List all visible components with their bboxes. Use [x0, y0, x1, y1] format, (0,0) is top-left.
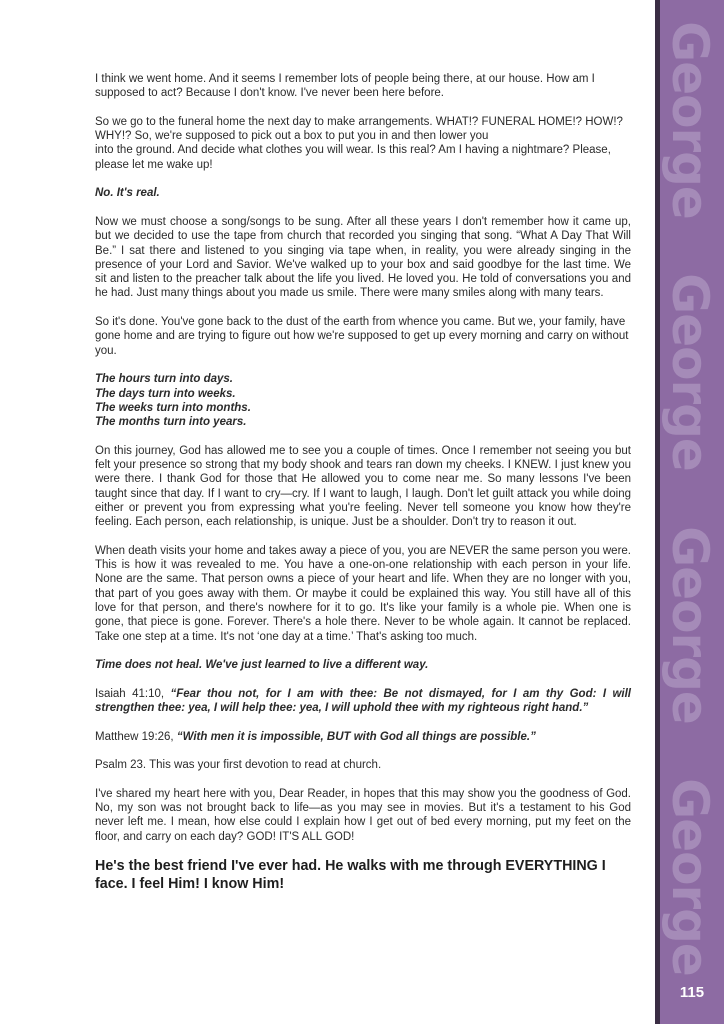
- scripture-reference: Matthew 19:26,: [95, 730, 177, 743]
- side-tab-rule: [655, 0, 660, 1024]
- poem-line: The hours turn into days.: [95, 373, 234, 386]
- paragraph: On this journey, God has allowed me to see you a couple of times. Once I remember not seeing you but felt your presence so strong that my body shook and tears ran down my cheeks. I KNEW. I just knew you were there. I thank God for those that He allowed you to come near me. So many lessons I've been taught since that day. If I want to cry—cry. If I want to laugh, I laugh. Don't let guilt attack you while doing either or prevent you from expressing what you're feeling. Never tell someone you know how they're feeling. Each person, each relationship, is unique. Just be a shoulder. Don't try to reason it out.: [95, 444, 631, 529]
- scripture-quote: “Fear thou not, for I am with thee: Be not dismayed, for I am thy God: I will strengthen thee: yea, I will help thee: yea, I will uphold thee with my righteous right hand.”: [95, 687, 631, 715]
- body-text: [95, 72, 631, 908]
- paragraph: So it's done. You've gone back to the dust of the earth from whence you came. But we, your family, have gone home and are trying to figure out how we're supposed to get up every morning and carry on without you.: [95, 316, 629, 357]
- paragraph-line: into the ground. And decide what clothes you will wear. Is this real? Am I having a nightmare? Please, please let me wake up!: [95, 144, 611, 171]
- closing-statement: He's the best friend I've ever had. He walks with me through EVERYTHING I face. I feel Him! I know Him!: [95, 858, 606, 892]
- scripture-matthew: [95, 730, 631, 744]
- scripture-psalm: Psalm 23. This was your first devotion to read at church.: [95, 759, 382, 772]
- poem-line: The days turn into weeks.: [95, 387, 236, 400]
- paragraph: I've shared my heart here with you, Dear Reader, in hopes that this may show you the goodness of God. No, my son was not brought back to life—as you may see in movies. But it's a testament to his God never left me. I mean, how else could I explain how I get out of bed every morning, put my feet on the floor, and carry on each day? GOD! IT'S ALL GOD!: [95, 787, 631, 843]
- tab-name-label: George: [661, 21, 719, 219]
- tab-name-label: George: [661, 273, 719, 471]
- scripture-isaiah: [95, 687, 631, 716]
- paragraph: [95, 115, 631, 172]
- poem: [95, 372, 631, 429]
- tab-name-label: George: [661, 526, 719, 724]
- paragraph: Now we must choose a song/songs to be sung. After all these years I don't remember how it came up, but we decided to use the tape from church that recorded you singing that song. “What A Day That Will Be.” I sat there and listened to you singing via tape when, in reality, you were already singing in the presence of your Lord and Savior. We've walked up to your box and said goodbye for the last time. We sit and listen to the preacher talk about the life you lived. He loved you. He told of conversations you and he had. Just many things about you made us smile. There were many smiles along with many tears.: [95, 215, 631, 300]
- poem-line: The months turn into years.: [95, 416, 247, 429]
- page-number: 115: [679, 984, 705, 1001]
- scripture-quote: “With men it is impossible, BUT with God all things are possible.”: [176, 730, 536, 743]
- tab-name-label: George: [661, 778, 719, 976]
- paragraph-line: So we go to the funeral home the next day to make arrangements. WHAT!? FUNERAL HOME!? HOW!? WHY!? So, we're supposed to pick out a box to put you in and then lower you: [95, 115, 623, 143]
- poem-line: The weeks turn into months.: [95, 401, 251, 414]
- paragraph: When death visits your home and takes away a piece of you, you are NEVER the same person you were. This is how it was revealed to me. You have a one-on-one relationship with each person in your life. None are the same. That person owns a piece of your heart and life. When they are no longer with you, that part of you goes away with them. Or maybe it could be explained this way. You still have all of this love for that person, and there's nowhere for it to go. It's like your family is a whole pie. When one is gone, that piece is gone. Forever. There's a hole there. Never to be whole again. It cannot be replaced. Take one step at a time. It's not ‘one day at a time.’ That's asking too much.: [95, 544, 631, 643]
- emphasis-line: No. It's real.: [95, 187, 160, 200]
- emphasis-line: Time does not heal. We've just learned to live a different way.: [95, 659, 429, 672]
- scripture-reference: Isaiah 41:10,: [95, 687, 171, 700]
- paragraph: I think we went home. And it seems I remember lots of people being there, at our house. How am I supposed to act? Because I don't know. I've never been here before.: [95, 73, 595, 100]
